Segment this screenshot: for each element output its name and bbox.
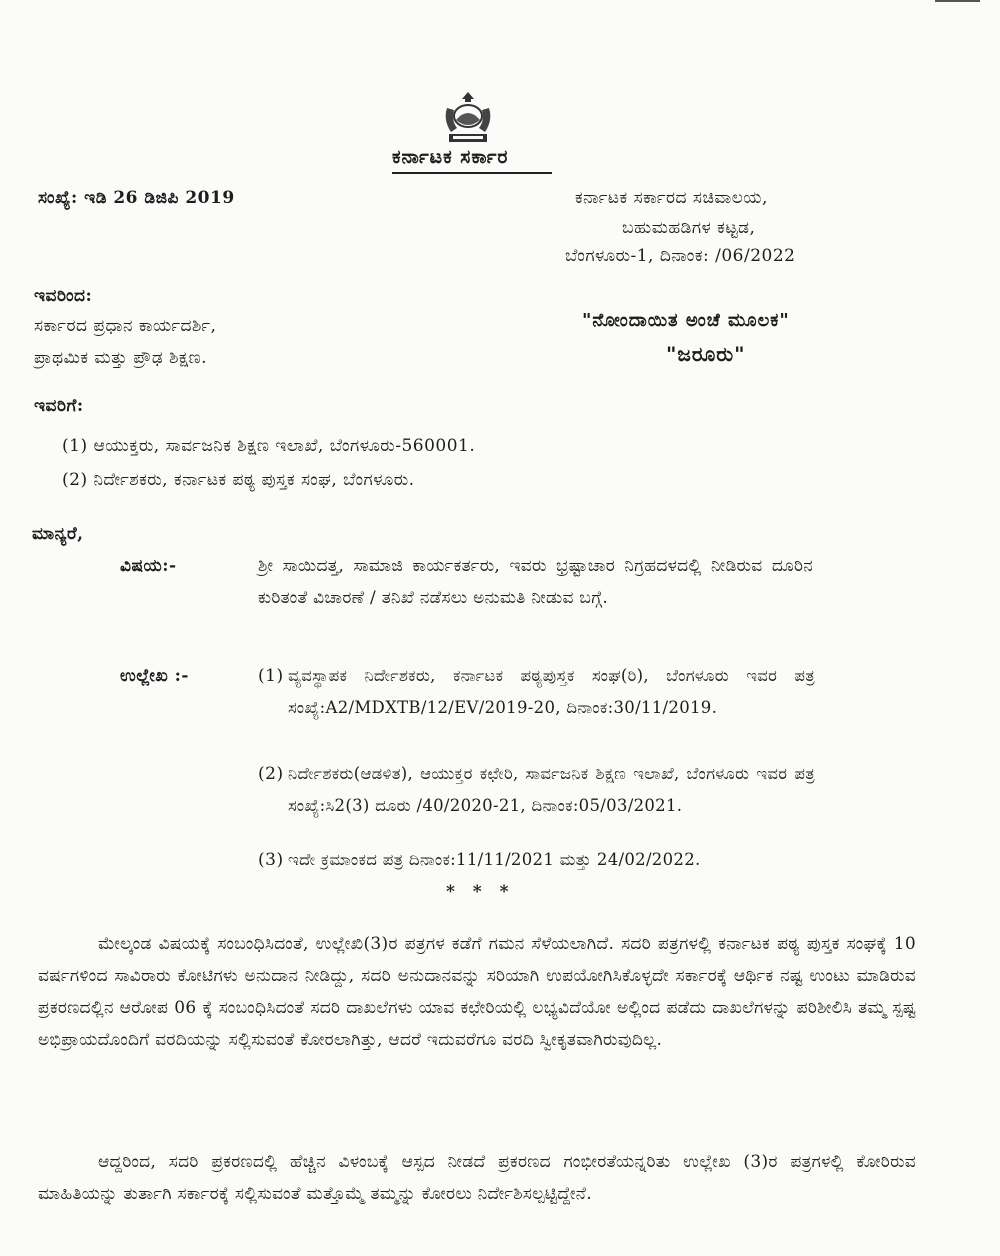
office-address-line1: ಕರ್ನಾಟಕ ಸರ್ಕಾರದ ಸಚಿವಾಲಯ, <box>575 188 768 208</box>
reference-item-3-text: ಇದೇ ಕ್ರಮಾಂಕದ ಪತ್ರ ದಿನಾಂಕ:11/11/2021 ಮತ್ತು 24/02/2022. <box>288 850 701 869</box>
reference-item-3-number: (3) <box>258 850 284 870</box>
reference-item-2-number: (2) <box>258 764 284 784</box>
to-item-2: (2) ನಿರ್ದೇಶಕರು, ಕರ್ನಾಟಕ ಪಠ್ಯ ಪುಸ್ತಕ ಸಂಘ, ಬೆಂಗಳೂರು. <box>62 470 415 490</box>
registered-post-stamp: "ನೋಂದಾಯಿತ ಅಂಚೆ ಮೂಲಕ" <box>582 310 790 331</box>
salutation: ಮಾನ್ಯರೆ, <box>32 524 84 544</box>
subject-label: ವಿಷಯ:- <box>120 556 177 576</box>
to-label: ಇವರಿಗೆ: <box>34 396 84 416</box>
from-label: ಇವರಿಂದ: <box>34 286 93 306</box>
government-heading: ಕರ್ನಾಟಕ ಸರ್ಕಾರ <box>392 146 509 168</box>
body-paragraph-1: ಮೇಲ್ಕಂಡ ವಿಷಯಕ್ಕೆ ಸಂಬಂಧಿಸಿದಂತೆ, ಉಲ್ಲೇಖಿ(3)ರ ಪತ್ರಗಳ ಕಡೆಗೆ ಗಮನ ಸೆಳೆಯಲಾಗಿದೆ. ಸದರಿ ಪತ್ರಗಳಲ್ಲಿ ಕರ್ನಾಟಕ ಪಠ್ಯ ಪುಸ್ತಕ ಸಂಘಕ್ಕೆ 10 ವರ್ಷಗಳಿಂದ ಸಾವಿರಾರು ಕೋಟಿಗಳು ಅನುದಾನ ನೀಡಿದ್ದು, ಸದರಿ ಅನುದಾನವನ್ನು ಸರಿಯಾಗಿ ಉಪಯೋಗಿಸಿಕೊಳ್ಳದೇ ಸರ್ಕಾರಕ್ಕೆ ಆರ್ಥಿಕ ನಷ್ಟ ಉಂಟು ಮಾಡಿರುವ ಪ್ರಕರಣದಲ್ಲಿನ ಆರೋಪ 06 ಕ್ಕೆ ಸಂಬಂಧಿಸಿದಂತೆ ಸದರಿ ದಾಖಲೆಗಳು ಯಾವ ಕಛೇರಿಯಲ್ಲಿ ಲಭ್ಯವಿದೆಯೋ ಅಲ್ಲಿಂದ ಪಡೆದು ದಾಖಲೆಗಳನ್ನು ಪರಿಶೀಲಿಸಿ ತಮ್ಮ ಸ್ಪಷ್ಟ ಅಭಿಪ್ರಾಯದೊಂದಿಗೆ ವರದಿಯನ್ನು ಸಲ್ಲಿಸುವಂತೆ ಕೋರಲಾಗಿತ್ತು, ಆದರೆ ಇದುವರೆಗೂ ವರದಿ ಸ್ವೀಕೃತವಾಗಿರುವುದಿಲ್ಲ. <box>38 934 916 1050</box>
reference-label: ಉಲ್ಲೇಖ :- <box>120 666 189 686</box>
reference-item-1-number: (1) <box>258 666 284 686</box>
top-edge-mark <box>935 0 980 2</box>
office-address-date: ಬೆಂಗಳೂರು-1, ದಿನಾಂಕ: /06/2022 <box>565 246 796 266</box>
state-emblem-icon <box>437 90 499 146</box>
reference-item-1-text: ವ್ಯವಸ್ಥಾಪಕ ನಿರ್ದೇಶಕರು, ಕರ್ನಾಟಕ ಪಠ್ಯಪುಸ್ತಕ ಸಂಘ(ರಿ), ಬೆಂಗಳೂರು ಇವರ ಪತ್ರ ಸಂಖ್ಯೆ:A2/MDXTB/12/EV/2019-20, ದಿನಾಂಕ:30/11/2019. <box>288 666 815 717</box>
office-address-line2: ಬಹುಮಹಡಿಗಳ ಕಟ್ಟಡ, <box>622 218 756 238</box>
body-paragraph-2: ಆದ್ದರಿಂದ, ಸದರಿ ಪ್ರಕರಣದಲ್ಲಿ ಹೆಚ್ಚಿನ ವಿಳಂಬಕ್ಕೆ ಆಸ್ಪದ ನೀಡದೆ ಪ್ರಕರಣದ ಗಂಭೀರತೆಯನ್ನರಿತು ಉಲ್ಲೇಖ (3)ರ ಪತ್ರಗಳಲ್ಲಿ ಕೋರಿರುವ ಮಾಹಿತಿಯನ್ನು ತುರ್ತಾಗಿ ಸರ್ಕಾರಕ್ಕೆ ಸಲ್ಲಿಸುವಂತೆ ಮತ್ತೊಮ್ಮೆ ತಮ್ಮನ್ನು ಕೋರಲು ನಿರ್ದೇಶಿಸಲ್ಪಟ್ಟಿದ್ದೇನೆ. <box>38 1152 916 1204</box>
urgent-stamp: "ಜರೂರು" <box>666 342 746 366</box>
reference-item-2-text: ನಿರ್ದೇಶಕರು(ಆಡಳಿತ), ಆಯುಕ್ತರ ಕಛೇರಿ, ಸಾರ್ವಜನಿಕ ಶಿಕ್ಷಣ ಇಲಾಖೆ, ಬೆಂಗಳೂರು ಇವರ ಪತ್ರ ಸಂಖ್ಯೆ:ಸಿ2(3) ದೂರು /40/2020-21, ದಿನಾಂಕ:05/03/2021. <box>288 764 815 815</box>
subject-text: ಶ್ರೀ ಸಾಯಿದತ್ತ, ಸಾಮಾಜಿ ಕಾರ್ಯಕರ್ತರು, ಇವರು ಭ್ರಷ್ಟಾಚಾರ ನಿಗ್ರಹದಳದಲ್ಲಿ ನೀಡಿರುವ ದೂರಿನ ಕುರಿತಂತೆ ವಿಚಾರಣೆ / ತನಿಖೆ ನಡೆಸಲು ಅನುಮತಿ ನೀಡುವ ಬಗ್ಗೆ. <box>258 556 813 608</box>
section-separator: * * * <box>446 882 515 902</box>
from-line1: ಸರ್ಕಾರದ ಪ್ರಧಾನ ಕಾರ್ಯದರ್ಶಿ, <box>34 316 217 336</box>
heading-underline <box>392 172 552 174</box>
to-item-1: (1) ಆಯುಕ್ತರು, ಸಾರ್ವಜನಿಕ ಶಿಕ್ಷಣ ಇಲಾಖೆ, ಬೆಂಗಳೂರು-560001. <box>62 436 476 456</box>
from-line2: ಪ್ರಾಥಮಿಕ ಮತ್ತು ಪ್ರೌಢ ಶಿಕ್ಷಣ. <box>34 348 208 368</box>
reference-number: ಸಂಖ್ಯೆ: ಇಡಿ 26 ಡಿಜಿಪಿ 2019 <box>38 188 235 208</box>
